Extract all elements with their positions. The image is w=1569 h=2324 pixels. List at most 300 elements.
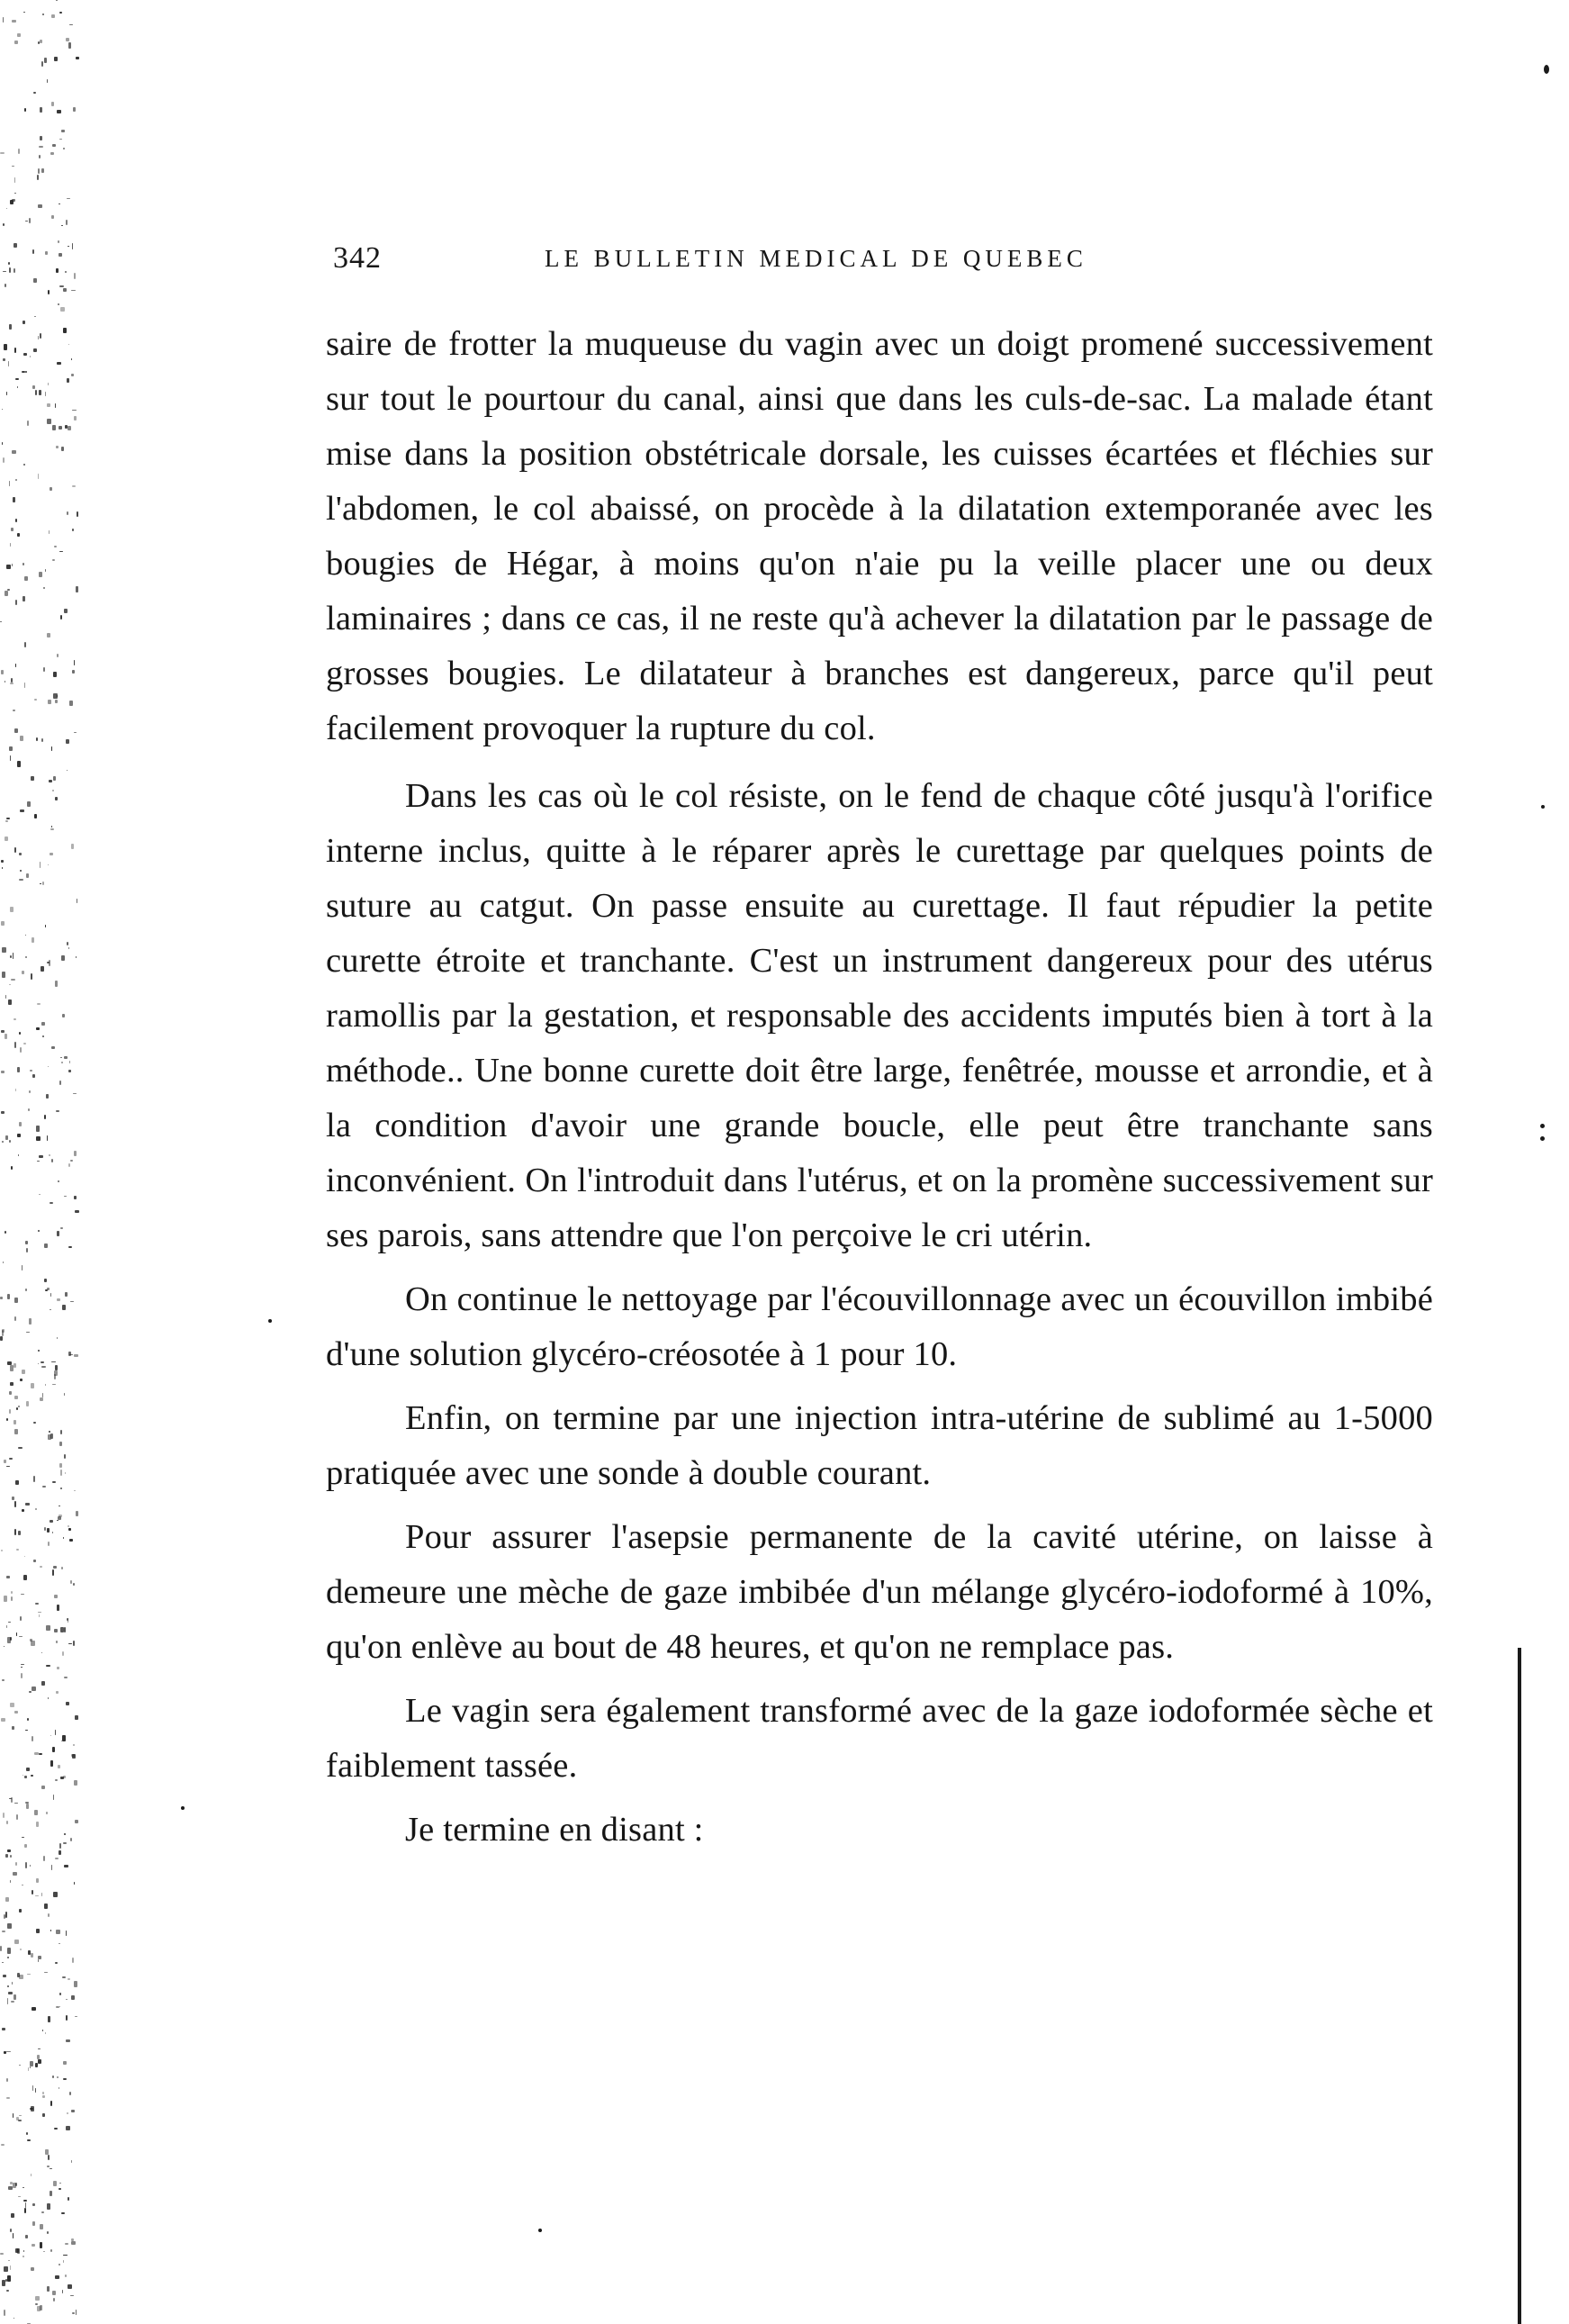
scan-noise-dot xyxy=(71,2160,72,2164)
scan-noise-dot xyxy=(14,1396,18,1399)
scan-noise-dot xyxy=(68,344,70,346)
scan-noise-dot xyxy=(65,2274,67,2277)
scan-noise-dot xyxy=(38,204,42,209)
scan-noise-dot xyxy=(18,149,20,154)
scan-noise-dot xyxy=(56,0,58,1)
scan-noise-dot xyxy=(34,1810,38,1815)
scan-noise-dot xyxy=(42,1393,43,1397)
scan-noise-dot xyxy=(40,2224,43,2229)
scan-noise-dot xyxy=(7,2275,11,2282)
scan-noise-dot xyxy=(42,1035,44,1037)
scan-noise-dot xyxy=(15,600,16,605)
scan-noise-dot xyxy=(31,2267,34,2271)
scan-noise-dot xyxy=(25,2235,27,2238)
scan-noise-dot xyxy=(63,1842,68,1844)
scan-noise-dot xyxy=(14,1529,17,1535)
scan-noise-dot xyxy=(40,333,41,339)
scan-noise-dot xyxy=(38,1959,39,1962)
scan-noise-dot xyxy=(7,1985,9,1987)
scan-speck xyxy=(1544,65,1549,74)
scan-noise-dot xyxy=(69,701,73,706)
scan-noise-dot xyxy=(50,1293,51,1298)
scan-noise-dot xyxy=(53,1892,58,1897)
scan-noise-dot xyxy=(41,966,44,972)
scan-noise-dot xyxy=(13,710,15,711)
scan-noise-dot xyxy=(47,403,50,408)
scan-noise-dot xyxy=(12,1982,13,1985)
scan-noise-dot xyxy=(56,1641,58,1643)
scan-noise-dot xyxy=(18,1531,20,1535)
scan-noise-dot xyxy=(2,1679,5,1680)
scan-noise-dot xyxy=(76,586,78,592)
scan-noise-dot xyxy=(9,1409,11,1414)
scan-noise-dot xyxy=(66,1702,70,1705)
scan-noise-dot xyxy=(58,303,59,305)
scan-noise-dot xyxy=(53,672,57,677)
scan-noise-dot xyxy=(20,809,24,813)
scan-noise-dot xyxy=(6,2290,8,2292)
scan-noise-dot xyxy=(71,2241,76,2245)
scan-noise-dot xyxy=(63,288,67,292)
scan-noise-dot xyxy=(6,2078,8,2082)
scan-noise-dot xyxy=(51,102,53,106)
scan-noise-dot xyxy=(41,61,43,67)
scan-noise-dot xyxy=(39,390,41,395)
scan-noise-dot xyxy=(50,2191,53,2195)
scan-noise-dot xyxy=(23,12,25,13)
scan-noise-dot xyxy=(32,2244,34,2247)
scan-noise-dot xyxy=(41,1361,44,1362)
scan-noise-dot xyxy=(60,307,65,312)
scan-noise-dot xyxy=(60,1430,62,1434)
scan-noise-dot xyxy=(60,1057,62,1058)
scan-noise-dot xyxy=(48,1066,49,1068)
scan-noise-dot xyxy=(11,2213,14,2217)
scan-noise-dot xyxy=(59,2264,60,2265)
scan-noise-dot xyxy=(51,1046,55,1048)
scan-noise-dot xyxy=(52,2075,54,2079)
scan-noise-dot xyxy=(45,2149,49,2155)
scan-noise-dot xyxy=(2,972,5,978)
scan-noise-dot xyxy=(14,243,17,249)
scan-noise-dot xyxy=(41,738,44,743)
scan-noise-dot xyxy=(62,1651,64,1655)
scan-noise-dot xyxy=(20,1047,22,1053)
scan-noise-dot xyxy=(27,2139,31,2141)
scan-noise-dot xyxy=(48,1913,50,1917)
scan-noise-dot xyxy=(69,24,72,26)
scan-noise-dot xyxy=(17,1067,20,1072)
scan-noise-dot xyxy=(45,2032,46,2034)
scan-noise-dot xyxy=(30,1070,32,1072)
scan-noise-dot xyxy=(28,1108,30,1111)
scan-noise-dot xyxy=(36,1126,40,1132)
scan-noise-dot xyxy=(8,999,13,1005)
scan-noise-dot xyxy=(27,1974,31,1975)
scan-noise-dot xyxy=(76,2310,77,2315)
scan-noise-dot xyxy=(61,1062,63,1063)
scan-noise-dot xyxy=(47,2286,50,2292)
scan-noise-dot xyxy=(52,559,55,561)
scan-noise-dot xyxy=(3,1813,5,1819)
scan-noise-dot xyxy=(3,1261,4,1263)
scan-noise-dot xyxy=(48,1542,50,1547)
scan-noise-dot xyxy=(0,152,5,155)
scan-noise-dot xyxy=(25,1241,28,1244)
scan-noise-dot xyxy=(48,2016,50,2022)
scan-noise-dot xyxy=(24,2208,26,2213)
scan-noise-dot xyxy=(68,1525,69,1526)
scan-noise-dot xyxy=(21,1667,23,1668)
scan-noise-dot xyxy=(48,1697,49,1699)
scan-noise-dot xyxy=(60,1488,62,1489)
scan-noise-dot xyxy=(24,1556,25,1558)
scan-noise-dot xyxy=(59,1442,62,1446)
scan-noise-dot xyxy=(59,1850,60,1855)
scan-noise-dot xyxy=(32,385,34,389)
scan-noise-dot xyxy=(56,1691,59,1694)
scan-noise-dot xyxy=(57,654,59,657)
scan-noise-dot xyxy=(39,1614,40,1617)
scan-noise-dot xyxy=(67,2112,68,2115)
scan-noise-dot xyxy=(23,1043,26,1044)
scan-noise-dot xyxy=(0,1946,2,1950)
scan-noise-dot xyxy=(3,223,4,227)
scan-noise-dot xyxy=(12,199,15,202)
scan-noise-dot xyxy=(49,530,50,533)
scan-noise-dot xyxy=(67,378,69,383)
scan-noise-dot xyxy=(55,981,58,987)
scan-noise-dot xyxy=(72,529,74,531)
scan-noise-dot xyxy=(50,1202,54,1204)
scan-noise-dot xyxy=(71,290,76,292)
scan-noise-dot xyxy=(19,1122,22,1126)
scan-noise-dot xyxy=(66,2126,70,2130)
scan-noise-dot xyxy=(32,2007,36,2011)
scan-noise-dot xyxy=(16,1549,20,1551)
scan-noise-dot xyxy=(1,1030,5,1034)
scan-noise-dot xyxy=(32,2221,35,2226)
scan-noise-dot xyxy=(12,166,14,167)
scan-noise-dot xyxy=(47,2166,50,2167)
scan-noise-dot xyxy=(53,776,56,781)
scan-noise-dot xyxy=(14,1316,17,1320)
scan-noise-dot xyxy=(50,1760,53,1767)
scan-noise-dot xyxy=(30,1865,31,1867)
scan-noise-dot xyxy=(60,1227,63,1229)
scan-noise-dot xyxy=(14,847,16,853)
scan-noise-dot xyxy=(49,1154,50,1156)
scan-noise-dot xyxy=(68,42,72,49)
scan-noise-dot xyxy=(54,1629,58,1632)
scan-noise-dot xyxy=(10,2182,14,2185)
scan-noise-dot xyxy=(37,175,39,180)
scan-noise-dot xyxy=(20,1379,23,1381)
scan-noise-dot xyxy=(67,942,68,946)
scan-noise-dot xyxy=(42,882,44,885)
scan-noise-dot xyxy=(39,1155,43,1158)
scan-noise-dot xyxy=(45,569,46,572)
scan-noise-dot xyxy=(44,1115,46,1119)
scan-noise-dot xyxy=(3,457,5,463)
scan-noise-dot xyxy=(55,797,59,800)
scan-noise-dot xyxy=(64,1454,67,1459)
scan-noise-dot xyxy=(46,1094,49,1099)
scan-noise-dot xyxy=(5,820,8,823)
scan-noise-dot xyxy=(68,1978,70,1980)
scan-noise-dot xyxy=(9,481,10,486)
scan-noise-dot xyxy=(75,2016,77,2018)
scan-noise-dot xyxy=(23,2187,24,2188)
scan-noise-dot xyxy=(72,2312,74,2315)
scan-noise-dot xyxy=(33,348,37,353)
scan-noise-dot xyxy=(47,419,51,424)
scan-noise-dot xyxy=(52,1384,56,1385)
scan-noise-dot xyxy=(24,1844,28,1848)
scan-noise-dot xyxy=(35,2303,39,2305)
scan-noise-dot xyxy=(60,615,62,619)
scan-noise-dot xyxy=(57,1667,60,1669)
scan-noise-dot xyxy=(63,2255,68,2256)
scan-right-edge-line xyxy=(1518,1648,1521,2324)
scan-noise-dot xyxy=(43,667,45,672)
scan-noise-dot xyxy=(25,2202,26,2207)
scan-noise-dot xyxy=(37,2306,41,2310)
scan-noise-dot xyxy=(16,1407,18,1411)
scan-noise-dot xyxy=(19,853,22,855)
scan-noise-dot xyxy=(6,1418,8,1421)
scan-noise-dot xyxy=(17,1134,21,1137)
scan-noise-dot xyxy=(12,20,16,23)
scan-noise-dot xyxy=(22,371,26,374)
scan-noise-dot xyxy=(47,1528,50,1533)
scan-noise-dot xyxy=(17,2248,20,2254)
scan-noise-dot xyxy=(57,1337,59,1339)
scan-noise-dot xyxy=(1,921,5,926)
scan-noise-dot xyxy=(35,390,36,396)
scan-noise-dot xyxy=(8,1992,13,1994)
scan-noise-dot xyxy=(71,374,74,377)
scan-noise-dot xyxy=(3,1975,7,1977)
scan-noise-dot xyxy=(24,642,26,648)
scan-noise-dot xyxy=(51,746,52,751)
scan-noise-dot xyxy=(61,130,65,133)
scan-noise-dot xyxy=(66,38,70,41)
scan-noise-dot xyxy=(5,1897,9,1902)
scan-noise-dot xyxy=(33,1422,36,1424)
scan-noise-dot xyxy=(35,1895,39,1896)
scan-noise-dot xyxy=(14,1042,16,1048)
scan-noise-dot xyxy=(36,737,38,741)
scan-noise-dot xyxy=(29,1691,32,1693)
scan-noise-dot xyxy=(48,2155,50,2160)
scan-noise-dot xyxy=(59,551,63,552)
scan-noise-dot xyxy=(6,2097,11,2099)
scan-noise-dot xyxy=(50,1930,51,1931)
scan-noise-dot xyxy=(6,208,8,210)
scan-noise-dot xyxy=(38,1230,40,1232)
scan-noise-dot xyxy=(40,1566,42,1568)
scan-noise-dot xyxy=(31,776,34,782)
scan-noise-dot xyxy=(15,378,19,380)
scan-noise-dot xyxy=(6,565,11,569)
scan-noise-dot xyxy=(38,1350,40,1352)
scan-noise-dot xyxy=(0,2253,4,2255)
scan-noise-dot xyxy=(59,1993,61,1995)
scan-noise-dot xyxy=(11,2001,14,2003)
scan-noise-dot xyxy=(1,1550,3,1552)
scan-noise-dot xyxy=(42,2113,45,2117)
scan-noise-dot xyxy=(45,1289,48,1291)
scan-noise-dot xyxy=(35,2088,36,2093)
scan-noise-dot xyxy=(52,1747,55,1752)
scan-noise-dot xyxy=(14,1363,16,1368)
scan-noise-dot xyxy=(73,1093,77,1095)
scan-noise-dot xyxy=(26,1248,28,1252)
scan-noise-dot xyxy=(59,1081,61,1085)
scan-noise-dot xyxy=(67,770,68,771)
scan-noise-dot xyxy=(1,1071,5,1072)
scan-noise-dot xyxy=(62,1305,66,1310)
scan-noise-dot xyxy=(62,1735,66,1741)
scan-noise-dot xyxy=(58,1180,59,1181)
scan-noise-dot xyxy=(19,1636,23,1637)
scan-noise-dot xyxy=(27,1718,28,1721)
scan-noise-dot xyxy=(15,1089,16,1091)
scan-noise-dot xyxy=(34,699,37,701)
scan-noise-dot xyxy=(33,1560,36,1562)
scan-noise-dot xyxy=(35,2296,40,2301)
scan-noise-dot xyxy=(75,1210,78,1213)
scan-noise-dot xyxy=(8,2260,10,2262)
scan-noise-dot xyxy=(56,268,59,274)
scan-noise-dot xyxy=(14,1501,16,1507)
scan-noise-dot xyxy=(2,1329,5,1333)
scan-noise-dot xyxy=(3,358,5,361)
scan-noise-dot xyxy=(62,1014,65,1017)
scan-noise-dot xyxy=(38,2059,41,2065)
scan-noise-dot xyxy=(32,249,34,255)
scan-noise-dot xyxy=(11,979,15,981)
scan-noise-dot xyxy=(10,2265,11,2271)
scan-noise-dot xyxy=(57,1298,61,1302)
scan-noise-dot xyxy=(10,1855,12,1857)
scan-noise-dot xyxy=(51,1865,53,1870)
scan-noise-dot xyxy=(17,33,20,38)
scan-noise-dot xyxy=(8,262,11,265)
scan-noise-dot xyxy=(72,670,75,674)
scan-noise-dot xyxy=(51,1159,53,1162)
scan-noise-dot xyxy=(42,2092,44,2095)
scan-noise-dot xyxy=(36,1929,40,1933)
scan-noise-dot xyxy=(9,324,12,330)
scan-noise-dot xyxy=(50,487,52,492)
scan-noise-dot xyxy=(26,1332,30,1334)
scan-noise-dot xyxy=(25,371,27,373)
paragraph-continued: saire de frotter la muqueuse du vagin avec un doigt promené successivement sur tout le pourtour du canal, ainsi que dans les culs-de-sac. La malade étant mise dans la position obstétricale dorsale, les cuisses écartées et fléchies sur l'abdomen, le col abaissé, on procède à la dilatation extemporanée avec les bougies de Hégar, à moins qu'on n'aie pu la veille placer une ou deux laminaires ; dans ce cas, il ne reste qu'à achever la dilatation par le passage de grosses bougies. Le dilatateur à branches est dangereux, parce qu'il peut facilement provoquer la rupture du col. xyxy=(326,325,1433,747)
scan-noise-dot xyxy=(52,144,56,147)
scan-noise-dot xyxy=(64,1393,66,1396)
scan-noise-dot xyxy=(59,426,61,430)
scan-noise-dot xyxy=(64,1627,66,1632)
scan-noise-dot xyxy=(9,267,11,274)
scan-noise-dot xyxy=(12,564,14,566)
scan-noise-dot xyxy=(50,853,53,855)
scan-noise-dot xyxy=(5,1135,9,1140)
scan-noise-dot xyxy=(55,1730,56,1735)
scan-noise-dot xyxy=(34,316,35,317)
scan-noise-dot xyxy=(58,1765,59,1768)
scan-noise-dot xyxy=(26,2132,28,2136)
scan-noise-dot xyxy=(6,392,7,395)
scan-noise-dot xyxy=(64,1833,66,1835)
scan-noise-dot xyxy=(41,168,45,174)
journal-title: LE BULLETIN MEDICAL DE QUEBEC xyxy=(545,245,1087,272)
scan-noise-dot xyxy=(68,1246,72,1249)
scan-noise-dot xyxy=(24,576,28,582)
scan-noise-dot xyxy=(55,403,56,408)
scan-noise-dot xyxy=(74,1196,77,1199)
scan-noise-dot xyxy=(32,937,33,943)
running-head xyxy=(333,241,1242,281)
scan-noise-dot xyxy=(53,1566,58,1569)
scan-noise-dot xyxy=(66,220,68,225)
scan-noise-dot xyxy=(23,353,27,356)
scan-noise-dot xyxy=(50,152,54,156)
scan-noise-dot xyxy=(13,953,14,958)
scan-noise-dot xyxy=(57,362,61,364)
scan-noise-dot xyxy=(73,1583,75,1587)
scan-noise-dot xyxy=(66,2015,68,2021)
scan-noise-dot xyxy=(2,947,6,953)
scan-noise-dot xyxy=(23,596,25,601)
scan-noise-dot xyxy=(14,268,15,273)
scan-noise-dot xyxy=(38,2048,41,2049)
scan-noise-dot xyxy=(64,1056,68,1059)
scan-noise-dot xyxy=(15,1862,17,1867)
scan-noise-dot xyxy=(36,1027,40,1030)
scan-noise-dot xyxy=(65,1292,68,1297)
scan-noise-dot xyxy=(3,17,4,23)
scan-noise-dot xyxy=(46,1812,49,1814)
scan-noise-dot xyxy=(68,1070,72,1072)
scan-noise-dot xyxy=(23,563,24,565)
scan-noise-dot xyxy=(77,511,79,517)
scan-noise-dot xyxy=(4,1646,5,1647)
scan-noise-dot xyxy=(76,57,79,59)
scan-noise-dot xyxy=(25,1730,28,1731)
scan-noise-dot xyxy=(7,1849,11,1852)
scan-noise-dot xyxy=(10,955,12,958)
scan-noise-dot xyxy=(64,1677,68,1679)
scan-noise-dot xyxy=(9,984,12,985)
scan-noise-dot xyxy=(23,2256,24,2257)
scan-noise-dot xyxy=(41,1786,45,1789)
scan-noise-dot xyxy=(17,761,21,767)
scan-noise-dot xyxy=(23,2200,27,2202)
scan-noise-dot xyxy=(21,1594,25,1595)
scan-noise-dot xyxy=(63,328,67,333)
scan-noise-dot xyxy=(67,511,68,515)
scan-noise-dot xyxy=(6,1625,7,1628)
scan-noise-dot xyxy=(10,1880,12,1883)
scan-noise-dot xyxy=(13,497,16,502)
scan-noise-dot xyxy=(55,1365,58,1370)
scan-noise-dot xyxy=(10,1382,14,1386)
scan-noise-dot xyxy=(10,2229,12,2231)
scan-noise-dot xyxy=(39,1753,42,1755)
scan-noise-dot xyxy=(66,2039,70,2041)
